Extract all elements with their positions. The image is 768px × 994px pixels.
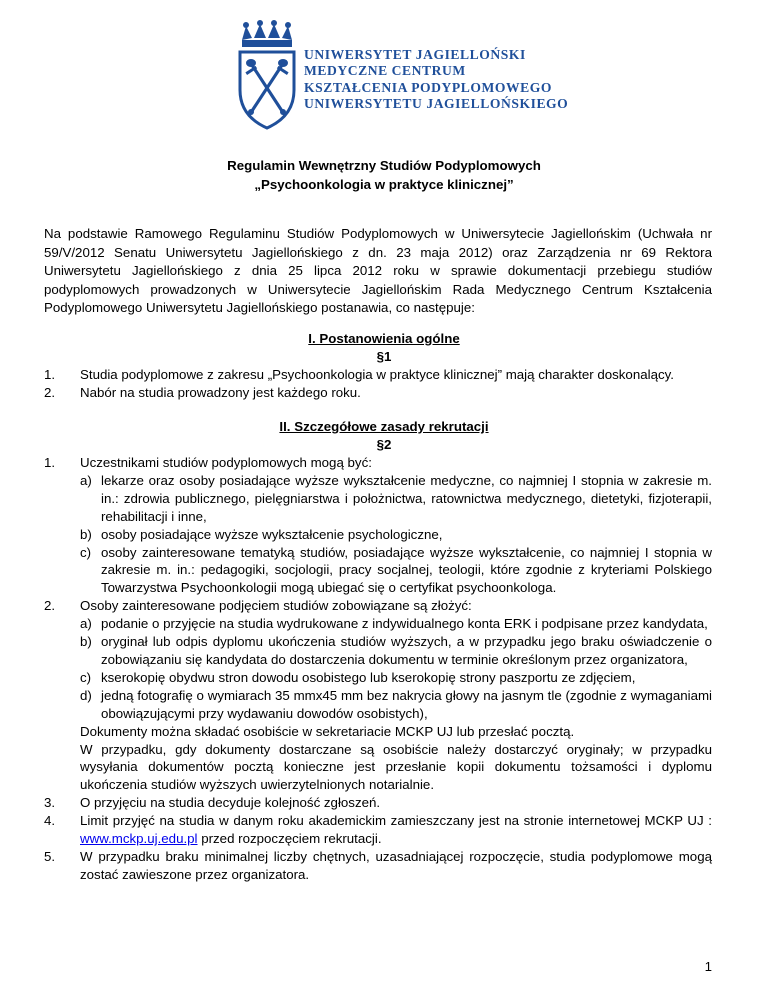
originals-note: W przypadku, gdy dokumenty dostarczane są osobiście należy dostarczyć oryginały; w przypadku wysyłania dokumentów pocztą konieczne jest przesłanie kopii dokumentu tożsamości i dyplomu ukończenia studiów wyższych uwierzytelnionych notarialnie. (80, 741, 712, 793)
document-title (0, 157, 768, 194)
sub-text: lekarze oraz osoby posiadające wyższe wykształcenie medyczne, co najmniej I stopnia w zakresie m. in.: zdrowia publicznego, pielęgniarstwa i położnictwa, ratownictwa medycznego, dietetyki, fizjoterapii, rehabilitacji i inne, (101, 472, 712, 524)
page-number: 1 (704, 959, 712, 974)
section-1-title: I. Postanowienia ogólne (308, 331, 460, 346)
sub-letter: b) (80, 634, 92, 650)
sub-text: podanie o przyjęcie na studia wydrukowane z indywidualnego konta ERK i podpisane przez kandydata, (101, 616, 708, 632)
list-item (44, 848, 712, 884)
institution-line-2: MEDYCZNE CENTRUM (304, 63, 466, 79)
institution-logo (236, 20, 569, 132)
sublist-item (80, 615, 712, 633)
sub-text: osoby zainteresowane tematyką studiów, posiadające wyższe wykształcenie, co najmniej I stopnia w zakresie m. in.: pedagogiki, socjologii, pracy socjalnej, teologii, które zgodnie z kryteriami Polskiego Towarzystwa Psychoonkologii mogą ubiegać się o certyfikat psychoonkologa. (101, 544, 712, 596)
sub-letter: a) (80, 616, 92, 632)
sublist-item (80, 472, 712, 526)
sublist-item (80, 687, 712, 723)
item-number: 2. (44, 384, 56, 400)
title-line-2: „Psychoonkologia w praktyce klinicznej” (254, 176, 514, 192)
item-number: 5. (44, 848, 56, 864)
section-1-list (44, 366, 712, 402)
institution-line-1: UNIWERSYTET JAGIELLOŃSKI (304, 47, 526, 62)
item-number: 2. (44, 598, 56, 614)
item-text-after-link: przed rozpoczęciem rekrutacji. (197, 831, 382, 847)
list-item (44, 812, 712, 848)
sub-letter: c) (80, 669, 92, 685)
list-item (44, 366, 712, 384)
sublist-item (80, 669, 712, 687)
item-text: Studia podyplomowe z zakresu „Psychoonkologia w praktyce klinicznej” mają charakter doskonalący. (80, 367, 674, 382)
sub-text: osoby posiadające wyższe wykształcenie psychologiczne, (101, 526, 443, 542)
sub-letter: d) (80, 687, 92, 703)
sublist (80, 472, 712, 597)
title-line-1: Regulamin Wewnętrzny Studiów Podyplomowych (227, 158, 541, 173)
item-text: W przypadku braku minimalnej liczby chętnych, uzasadniającej rozpoczęcie, studia podyplomowe mogą zostać zawieszone przez organizatora. (80, 848, 712, 882)
sublist-item (80, 633, 712, 669)
sublist (80, 615, 712, 722)
sub-letter: c) (80, 544, 92, 560)
section-1-heading (0, 330, 768, 366)
intro-paragraph: Na podstawie Ramowego Regulaminu Studiów Podyplomowych w Uniwersytecie Jagiellońskim (Uchwała nr 59/V/2012 Senatu Uniwersytetu Jagiellońskiego z dn. 23 maja 2012) oraz Zarządzenia nr 69 Rektora Uniwersytetu Jagiellońskiego z dnia 25 lipca 2012 roku w sprawie dokumentacji przebiegu studiów podyplomowych prowadzonych w Uniwersytecie Jagiellońskim Rada Medycznego Centrum Kształcenia Podyplomowego Uniwersytetu Jagiellońskiego postanawia, co następuje: (44, 226, 712, 316)
list-item (44, 384, 712, 402)
sub-letter: b) (80, 526, 92, 542)
section-2-title: II. Szczegółowe zasady rekrutacji (279, 419, 489, 434)
institution-line-3: KSZTAŁCENIA PODYPLOMOWEGO (304, 79, 553, 95)
sub-text: oryginał lub odpis dyplomu ukończenia studiów wyższych, a w przypadku jego braku oświadczenie o zobowiązaniu się kandydata do dostarczenia dokumentu w terminie określonym przez organizatora, (101, 634, 712, 667)
sub-text: kserokopię obydwu stron dowodu osobistego lub kserokopię strony paszportu ze zdjęciem, (101, 669, 636, 685)
institution-line-4: UNIWERSYTETU JAGIELLOŃSKIEGO (304, 95, 569, 111)
item-number: 1. (44, 455, 56, 470)
university-crest-icon (236, 20, 298, 130)
sub-text: jedną fotografię o wymiarach 35 mmx45 mm bez nakrycia głowy na jasnym tle (zgodnie z wymaganiami obowiązującymi przy wydawaniu dowodów osobistych), (101, 687, 712, 721)
item-text: Osoby zainteresowane podjęciem studiów zobowiązane są złożyć: (80, 598, 472, 614)
item-number: 4. (44, 813, 56, 829)
section-1-paragraph-mark: §1 (376, 348, 392, 364)
documents-note: Dokumenty można składać osobiście w sekretariacie MCKP UJ lub przesłać pocztą. (80, 723, 575, 739)
item-number: 1. (44, 367, 56, 382)
section-2-heading (0, 418, 768, 454)
item-number: 3. (44, 795, 56, 811)
list-item (44, 794, 712, 812)
item-text-before-link: Limit przyjęć na studia w danym roku akademickim zamieszczany jest na stronie internetowej MCKP UJ : (80, 813, 712, 829)
list-item (44, 454, 712, 597)
sublist-item (80, 526, 712, 544)
section-2-paragraph-mark: §2 (376, 436, 392, 452)
list-item (44, 597, 712, 794)
item-text: Nabór na studia prowadzony jest każdego roku. (80, 384, 361, 400)
institution-name (304, 47, 568, 112)
item-text: O przyjęciu na studia decyduje kolejność zgłoszeń. (80, 795, 381, 811)
sub-letter: a) (80, 472, 92, 488)
mckp-website-link[interactable]: www.mckp.uj.edu.pl (80, 831, 198, 847)
section-2-list (44, 454, 712, 884)
item-text: Uczestnikami studiów podyplomowych mogą być: (80, 455, 372, 470)
sublist-item (80, 544, 712, 598)
